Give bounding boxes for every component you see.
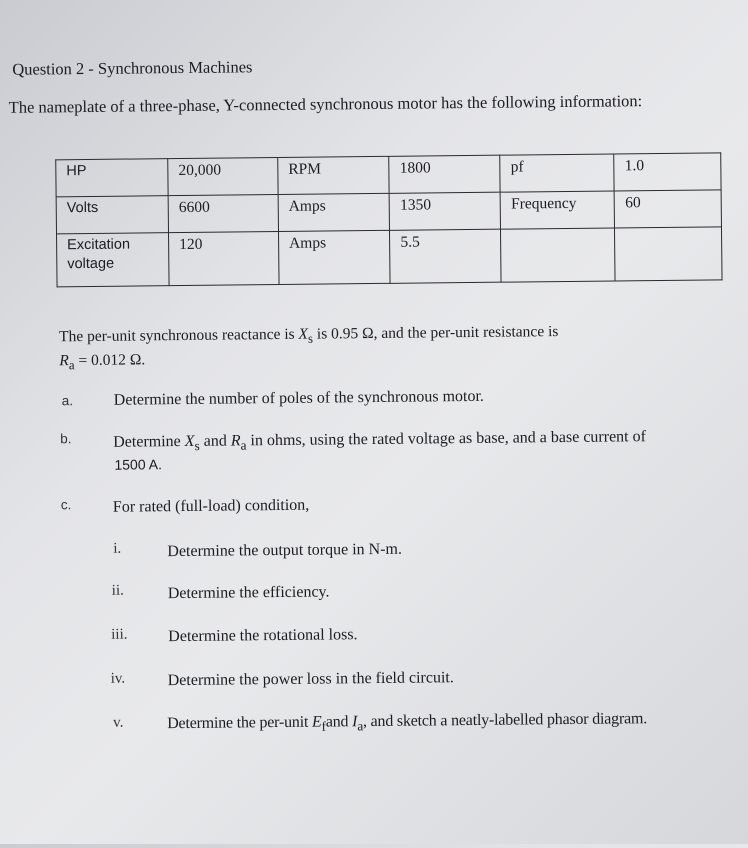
cell-label: HP (56, 159, 168, 197)
sub-ii-label: ii. (111, 582, 124, 599)
cell-label: Frequency (500, 191, 614, 229)
cell-label: Excitation voltage (57, 233, 170, 287)
cell-value: 5.5 (390, 229, 502, 283)
ef-symbol: E (311, 713, 322, 731)
sub-v-text (167, 709, 647, 738)
xs-symbol: X (184, 432, 195, 450)
ra-symbol: R (59, 352, 69, 370)
question-c-text: For rated (full-load) condition, (112, 496, 310, 516)
question-text: Determine (113, 433, 181, 451)
ra-symbol: R (230, 432, 241, 450)
question-title: Question 2 - Synchronous Machines (12, 57, 253, 79)
cell-label: Amps (278, 193, 390, 231)
question-a-label: a. (61, 393, 74, 409)
question-text: and (203, 432, 227, 450)
cell-label: Amps (278, 230, 390, 284)
question-a-text: Determine the number of poles of the synchronous motor. (113, 387, 484, 409)
sub-iii-label: iii. (111, 626, 128, 643)
ra-subscript: a (68, 357, 75, 373)
question-text: and sketch a neatly-labelled phasor diagram. (370, 710, 648, 731)
table-row (57, 227, 723, 287)
cell-empty (501, 228, 616, 282)
nameplate-table (55, 152, 722, 287)
cell-empty (615, 227, 722, 281)
intro-text: The nameplate of a three-phase, Y-connected synchronous motor has the following information: (8, 91, 643, 117)
question-c-label: c. (60, 497, 72, 513)
given-values (59, 320, 724, 375)
sub-iv-label: iv. (110, 670, 126, 687)
cell-label: Volts (56, 196, 168, 234)
sub-i-label: i. (113, 540, 122, 557)
question-b-line2: 1500 A. (114, 456, 163, 473)
cell-value: 1350 (389, 192, 500, 230)
cell-value: 60 (615, 190, 722, 228)
question-text: and (325, 713, 349, 731)
given-text: = 0.012 Ω. (74, 351, 146, 370)
question-text: in ohms, using the rated voltage as base, and a base current of (250, 428, 647, 450)
sub-iv-text: Determine the power loss in the field circuit. (167, 669, 454, 690)
cell-value: 1.0 (614, 153, 721, 191)
cell-label: pf (500, 154, 614, 192)
ef-subscript: f (321, 718, 326, 734)
ra-subscript: a (240, 437, 247, 453)
question-text: Determine the per-unit (167, 713, 309, 733)
cell-value: 120 (169, 231, 279, 285)
question-b-text (113, 427, 646, 457)
cell-label: RPM (278, 156, 390, 194)
given-text: The per-unit synchronous reactance is (59, 325, 295, 346)
cell-value: 1800 (389, 155, 500, 193)
sub-iii-text: Determine the rotational loss. (168, 626, 358, 646)
xs-subscript: s (194, 438, 200, 454)
sub-ii-text: Determine the efficiency. (167, 583, 330, 603)
cell-value: 6600 (168, 194, 278, 232)
ia-symbol: I (352, 713, 358, 731)
sub-i-text: Determine the output torque in N-m. (167, 540, 403, 561)
xs-subscript: s (307, 330, 314, 346)
question-b-label: b. (60, 431, 72, 447)
question-text: , (362, 713, 367, 731)
xs-symbol: X (298, 325, 309, 343)
given-text: is 0.95 Ω, and the per-unit resistance is (316, 323, 559, 343)
cell-value: 20,000 (168, 157, 278, 195)
ia-subscript: a (357, 718, 364, 734)
sub-v-label: v. (113, 714, 124, 731)
